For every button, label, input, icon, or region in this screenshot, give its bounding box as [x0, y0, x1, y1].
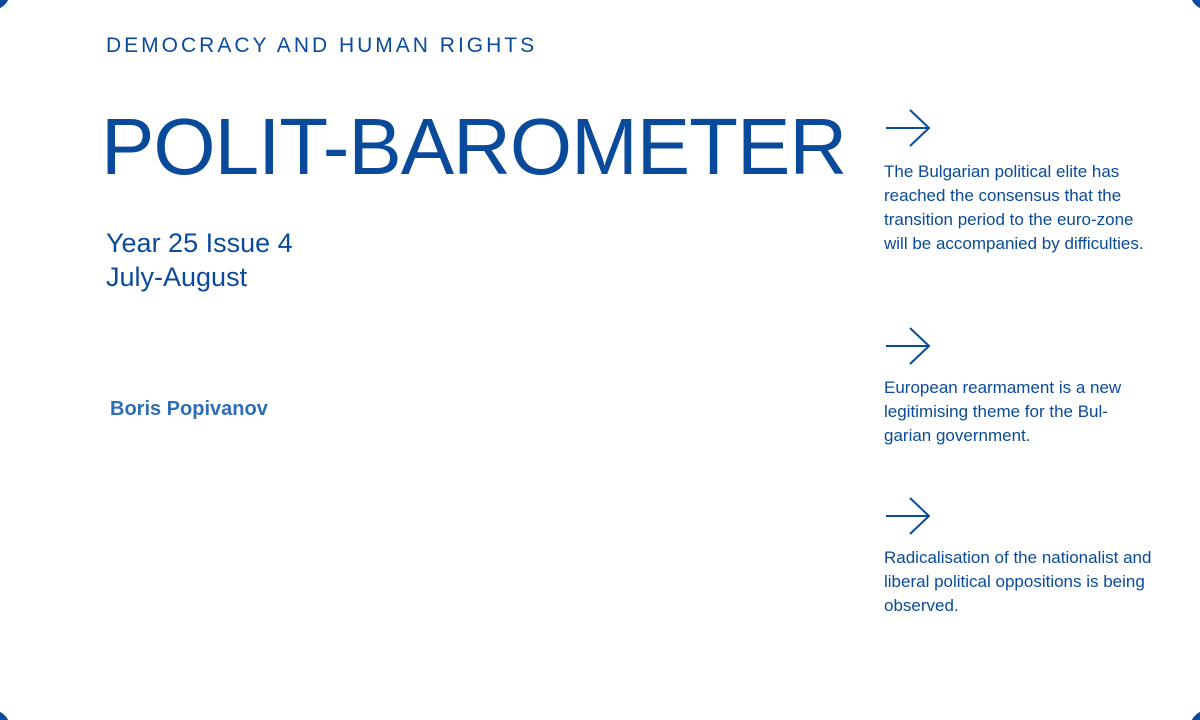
- page-title: POLIT-BAROMETER: [101, 102, 847, 191]
- summary-text: The Bulgarian political elite has reached the consensus that the transition period to the euro-zone will be accompanied by difficulties.: [884, 162, 1144, 253]
- corner-decoration: [1190, 0, 1200, 10]
- series-title: DEMOCRACY AND HUMAN RIGHTS: [106, 34, 538, 57]
- arrow-right-icon: [884, 326, 932, 366]
- corner-decoration: [0, 710, 10, 720]
- author-name: Boris Popivanov: [110, 398, 268, 420]
- corner-decoration: [1190, 710, 1200, 720]
- summary-item: [884, 108, 1154, 256]
- summary-text: European rearmament is a new legitimising theme for the Bul-garian government.: [884, 378, 1122, 445]
- arrow-right-icon: [884, 496, 932, 536]
- issue-info: [106, 226, 293, 294]
- issue-period: July-August: [106, 262, 248, 292]
- corner-decoration: [0, 0, 10, 10]
- summary-item: [884, 496, 1154, 618]
- summary-item: [884, 326, 1154, 448]
- issue-number: Year 25 Issue 4: [106, 228, 293, 258]
- summary-text: Radicalisation of the nationalist and liberal political oppositions is being observed.: [884, 548, 1152, 615]
- arrow-right-icon: [884, 108, 932, 148]
